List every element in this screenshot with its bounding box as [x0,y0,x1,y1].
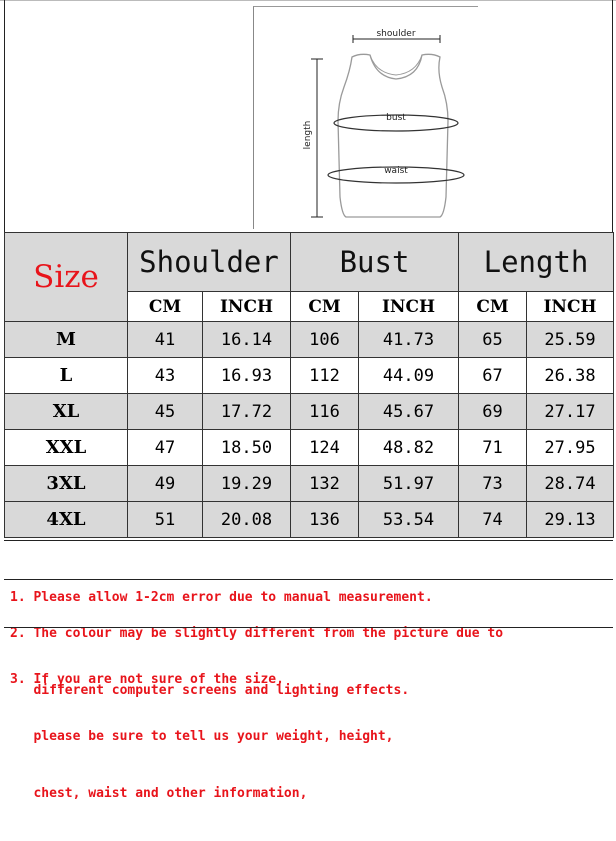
table-cell [291,502,359,538]
cell-value: 69 [482,401,503,422]
cell-value: 124 [309,437,340,458]
cell-value: 48.82 [382,437,435,458]
note-text: please be sure to tell us your weight, height, [10,729,394,744]
table-cell [128,466,203,502]
table-cell [459,466,527,502]
length-label: length [303,120,313,150]
size-cell [5,502,128,538]
table-row [5,430,614,466]
cell-value: 51.97 [382,473,435,494]
table-row [5,322,614,358]
group-header-cell [128,233,291,292]
table-cell [359,466,459,502]
cell-value: 67 [482,365,503,386]
frame-line [0,0,616,1]
unit-label: INCH [381,296,436,317]
table-cell [459,394,527,430]
unit-cell [459,292,527,322]
cell-value: 25.59 [544,329,596,350]
table-cell [128,502,203,538]
table-cell [291,466,359,502]
table-cell [459,358,527,394]
table-cell [291,430,359,466]
cell-value: 26.38 [544,365,596,386]
bust-header: Bust [339,245,410,279]
cell-value: 16.14 [220,329,273,350]
cell-value: 53.54 [382,509,435,530]
table-cell [527,466,614,502]
table-cell [459,430,527,466]
frame-line [4,0,5,232]
unit-cell [128,292,203,322]
table-cell [203,322,291,358]
table-cell [527,358,614,394]
table-cell [359,502,459,538]
cell-value: 17.72 [220,401,273,422]
cell-value: 51 [154,509,176,530]
frame-line [612,0,613,232]
table-row [5,394,614,430]
unit-cell [291,292,359,322]
unit-label: INCH [219,296,274,317]
cell-value: 41 [154,329,176,350]
size-cell [5,358,128,394]
table-cell [203,430,291,466]
cell-value: 16.93 [220,365,273,386]
table-row [5,466,614,502]
unit-cell [359,292,459,322]
note-item [4,540,613,605]
table-cell [359,358,459,394]
cell-value: 106 [309,329,340,350]
waist-label: waist [384,166,408,176]
table-cell [527,430,614,466]
table-cell [128,394,203,430]
table-cell [291,358,359,394]
table-cell [203,394,291,430]
tank-top-outline [338,54,448,217]
table-cell [527,502,614,538]
table-row [5,358,614,394]
table-cell [527,322,614,358]
cell-value: 20.08 [220,509,273,530]
cell-value: 43 [154,365,176,386]
table-cell [459,322,527,358]
table-cell [291,394,359,430]
table-cell [203,502,291,538]
tank-top-illustration [254,7,478,229]
unit-label: INCH [543,296,597,317]
unit-cell [527,292,614,322]
size-label: 4XL [46,509,86,530]
cell-value: 49 [154,473,176,494]
cell-value: 112 [309,365,340,386]
size-label: XXL [45,437,87,458]
note-text: 1. Please allow 1-2cm error due to manual measurement. [10,590,433,605]
diagram-region [0,0,616,232]
size-label: L [59,365,73,386]
unit-label: CM [148,296,182,317]
size-cell [5,322,128,358]
header-row [5,233,614,292]
cell-value: 44.09 [382,365,435,386]
group-header-cell [459,233,614,292]
group-header-cell [291,233,459,292]
size-cell [5,466,128,502]
unit-label: CM [308,296,341,317]
shoulder-label: shoulder [376,29,416,39]
cell-value: 27.95 [544,437,596,458]
table-cell [459,502,527,538]
cell-value: 47 [154,437,176,458]
cell-value: 132 [309,473,340,494]
size-table [4,232,614,538]
note-text: different computer screens and lighting effects. [10,683,410,698]
cell-value: 41.73 [382,329,435,350]
cell-value: 73 [482,473,503,494]
cell-value: 19.29 [220,473,273,494]
cell-value: 74 [482,509,503,530]
size-label: 3XL [46,473,86,494]
size-header: Size [33,259,99,295]
cell-value: 28.74 [544,473,596,494]
cell-value: 116 [309,401,340,422]
table-cell [128,358,203,394]
table-cell [291,322,359,358]
table-cell [359,430,459,466]
note-text: 3. If you are not sure of the size, [10,672,284,687]
cell-value: 45 [154,401,176,422]
note-text: chest, waist and other information, [10,786,308,801]
shoulder-header: Shoulder [139,245,279,279]
size-cell [5,430,128,466]
note-text: 2. The colour may be slightly different from the picture due to [10,626,504,641]
cell-value: 65 [482,329,503,350]
cell-value: 136 [309,509,340,530]
length-header: Length [483,245,589,279]
size-header-cell [5,233,128,322]
table-cell [203,358,291,394]
notes-section [4,540,613,801]
size-label: XL [52,401,80,422]
table-cell [359,322,459,358]
cell-value: 45.67 [382,401,435,422]
cell-value: 71 [482,437,503,458]
cell-value: 29.13 [544,509,596,530]
cell-value: 27.17 [544,401,596,422]
bust-label: bust [386,113,406,123]
size-cell [5,394,128,430]
size-label: M [56,329,76,350]
cell-value: 18.50 [220,437,273,458]
table-cell [128,322,203,358]
table-cell [203,466,291,502]
unit-label: CM [476,296,509,317]
table-cell [128,430,203,466]
tank-top-diagram [253,6,478,229]
table-row [5,502,614,538]
table-cell [527,394,614,430]
unit-cell [203,292,291,322]
table-cell [359,394,459,430]
